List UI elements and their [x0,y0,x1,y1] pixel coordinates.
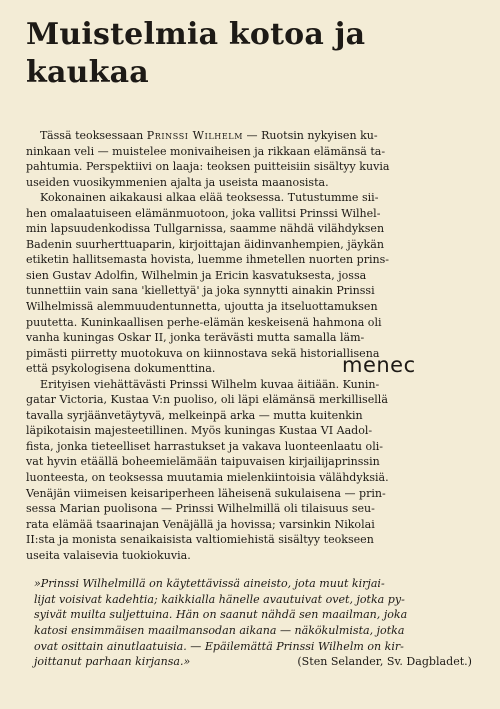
text-line: Kokonainen aikakausi alkaa elää teoksessa. Tutustumme sii- [40,191,379,205]
quote-line: »Prinssi Wilhelmillä on käytettävissä aineisto, jota muut kirjai- [34,577,385,591]
stamp-text: menec [342,353,416,377]
text-line: etiketin hallitsemasta hovista, luemme ihmetellen nuorten prins- [26,253,390,267]
text-line: luonteesta, on teoksessa muutamia mielenkiintoisia välähdyksiä. [26,471,389,485]
text-line: pimästi piirretty muotokuva on kiinnostava sekä historiallisena [26,346,380,360]
text-line: hen omalaatuiseen elämänmuotoon, joka vallitsi Prinssi Wilhel- [26,206,381,220]
blurb-body [26,128,472,563]
text-line: vat hyvin etäällä boheemielämään taipuvaisen kirjailijaprinssin [26,455,380,469]
text-line: II:sta ja monista senaikaisista valtiomiehistä sisältyy teokseen [26,533,374,547]
quote-line: ovat osittain ainutlaatuisia. — Epäilemättä Prinssi Wilhelm on kir- [34,639,404,653]
quote-source: (Sten Selander, Sv. Dagbladet.) [297,655,472,669]
text-line: min lapsuudenkodissa Tullgarnissa, saamme nähdä vilähdyksen [26,222,385,236]
text-line: ninkaan veli — muistelee monivaiheisen ja rikkaan elämänsä ta- [26,144,386,158]
paragraph-3 [26,377,472,564]
text-line: useita valaisevia tuokiokuvia. [26,548,191,562]
text-line: vanha kuningas Oskar II, jonka terävästi mutta samalla läm- [26,331,365,345]
text-line: että psykologisena dokumenttina. [26,362,216,376]
paragraph-1 [26,128,472,190]
text-line: useiden vuosikymmenien ajalta ja useista maanosista. [26,175,329,189]
paragraph-2 [26,190,472,377]
page-title: Muistelmia kotoa ja kaukaa [26,17,366,90]
text-line: Badenin suurherttuaparin, kirjoittajan äidinvanhempien, jäykän [26,237,384,251]
quote-line: lijat voisivat kadehtia; kaikkialla hänelle avautuivat ovet, jotka py- [34,592,405,606]
review-quote [26,576,472,669]
quote-text: joittanut parhaan kirjansa.» [34,655,191,669]
text-line: puutetta. Kuninkaallisen perhe-elämän keskeisenä hahmona oli [26,315,382,329]
quote-line: katosi ensimmäisen maailmansodan aikana — näkökulmista, jotka [34,623,405,637]
text-line: sien Gustav Adolfin, Wilhelmin ja Ericin kasvatuksesta, jossa [26,268,367,282]
text-line: Venäjän viimeisen keisariperheen läheisenä sukulaisena — prin- [26,486,386,500]
text-line: Erityisen viehättävästi Prinssi Wilhelm kuvaa äitiään. Kunin- [40,377,380,391]
text-line: tunnettiin vain sana 'kiellettyä' ja joka synnytti ainakin Prinssi [26,284,375,298]
text-line: Tässä teoksessaan Prinssi Wilhelm — Ruotsin nykyisen ku- [40,129,378,142]
text-line: fista, jonka tieteelliset harrastukset ja vakava luonteenlaatu oli- [26,439,384,453]
text-line: pahtumia. Perspektiivi on laaja: teoksen puitteisiin sisältyy kuvia [26,160,390,174]
text-line: gatar Victoria, Kustaa V:n puoliso, oli läpi elämänsä merkillisellä [26,393,388,407]
text-line: sessa Marian puolisona — Prinssi Wilhelmillä oli tilaisuus seu- [26,502,375,516]
quote-line: syivät muilta suljettuina. Hän on saanut nähdä sen maailman, joka [34,608,408,622]
text-line: tavalla syrjäänvetäytyvä, melkeinpä arka — mutta kuitenkin [26,408,363,422]
text-line: rata elämää tsaarinajan Venäjällä ja hovissa; varsinkin Nikolai [26,517,375,531]
text-line: Wilhelmissä alemmuudentunnetta, ujoutta ja itseluottamuksen [26,300,378,314]
text-line: läpikotaisin majesteetillinen. Myös kuningas Kustaa VI Aadol- [26,424,373,438]
quote-line-last [34,654,472,670]
